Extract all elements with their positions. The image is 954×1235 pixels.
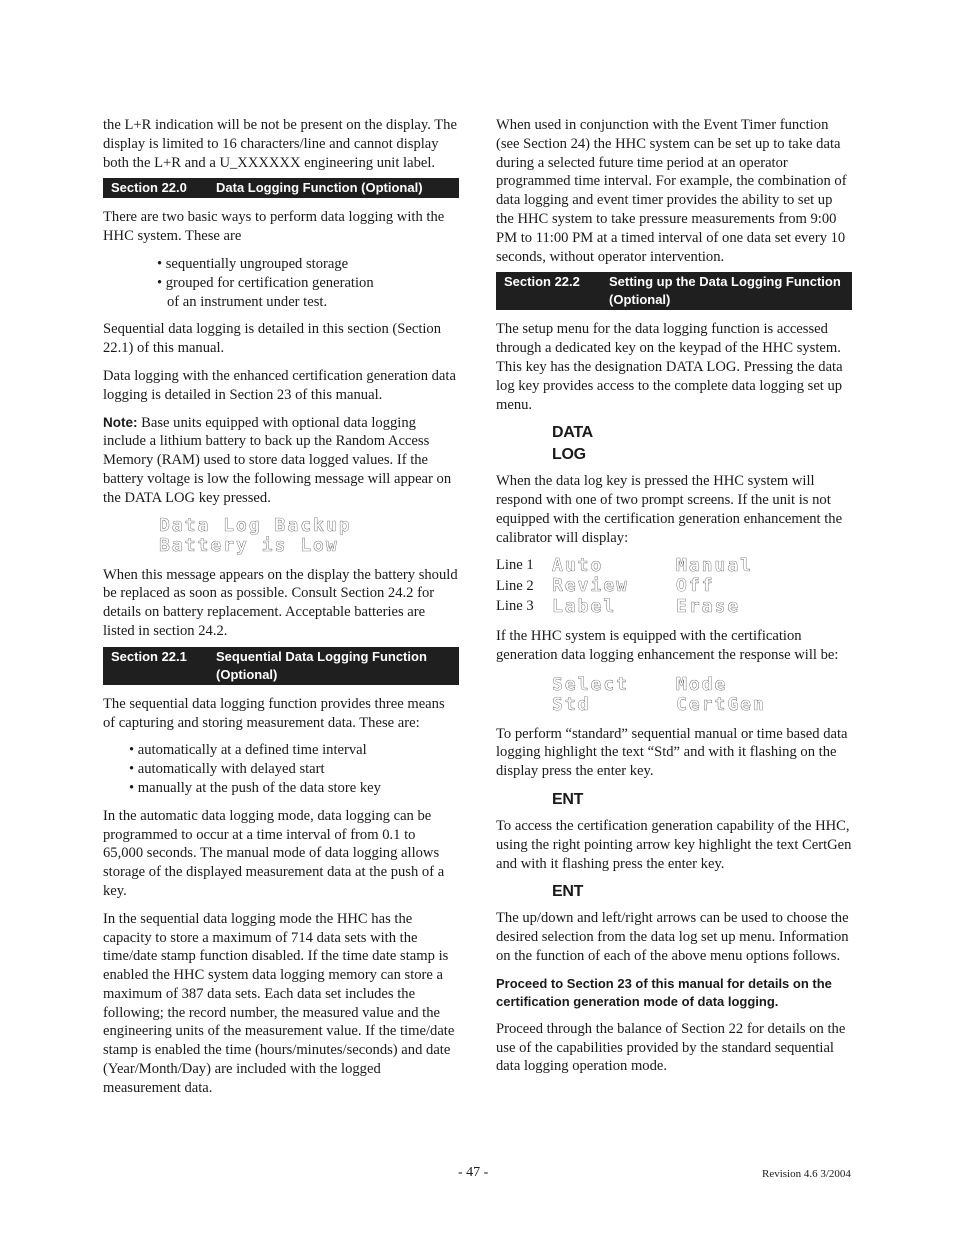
line-label: Line 3 [496, 598, 534, 615]
paragraph-three-means: The sequential data logging function provides three means of capturing and storing measurement data. These are: [103, 695, 445, 731]
lcd-option: CertGen [676, 693, 766, 715]
lcd-option: Select [552, 673, 630, 695]
key-label: LOG [552, 446, 586, 464]
paragraph-ways: There are two basic ways to perform data logging with the HHC system. These are [103, 209, 445, 245]
list-item: • sequentially ungrouped storage [157, 255, 349, 272]
section-number: Section 22.1 [111, 648, 187, 664]
list-item: • manually at the push of the data store key [129, 779, 381, 796]
key-label: DATA [552, 424, 593, 442]
paragraph-prompt: When the data log key is pressed the HHC system will respond with one of two prompt screens. If the unit is not equipped with the certification generation enhancement the calibrator will display: [496, 473, 843, 546]
ways-list [103, 255, 459, 311]
section-title: Setting up the Data Logging Function (Optional) [609, 274, 841, 308]
lcd-line: Data Log Backup [159, 514, 352, 536]
paragraph-access: To access the certification generation capability of the HHC, using the right pointing arrow key highlight the text CertGen and with it flashing press the enter key. [496, 818, 852, 872]
paragraph-intro: the L+R indication will be not be present on the display. The display is limited to 16 characters/line and cannot display both the L+R and a U_XXXXXX engineering unit label. [103, 117, 457, 171]
lcd-line: Battery is Low [159, 534, 339, 556]
paragraph-setup: The setup menu for the data logging function is accessed through a dedicated key on the keypad of the HHC system. This key has the designation DATA LOG. Pressing the data log key provides access to the complete data logging set up menu. [496, 321, 843, 413]
enter-key: ENT [552, 883, 584, 901]
paragraph-event-timer: When used in conjunction with the Event Timer function (see Section 24) the HHC system can be set up to take data during a selected future time period at an operator programmed time interval. For example, the combination of data logging and event timer provides the ability to set up the HHC system to take pressure measurements from 9:00 PM to 11:00 PM at a timed interval of one data set every 10 seconds, without operator intervention. [496, 117, 847, 265]
paragraph-certification: If the HHC system is equipped with the certification generation data logging enhancement the response will be: [496, 628, 839, 663]
section-title: Data Logging Function (Optional) [216, 180, 423, 196]
section-number: Section 22.2 [504, 274, 580, 290]
note-paragraph [103, 414, 459, 508]
paragraph-maximum: In the sequential data logging mode the HHC has the capacity to store a maximum of 714 data sets with the time/date stamp function disabled. If the time date stamp is enabled the HHC system data logging memory can store a maximum of 387 data sets. Each data set includes the following; the record number, the measured value and the engineering units of the measurement value. If the time/date stamp is enabled the time (hours/minutes/seconds) and date (Year/Month/Day) are included with the logged measurement data. [103, 910, 455, 1096]
line-row [496, 556, 852, 577]
prompt-screen-lines [496, 556, 852, 618]
paragraph-battery: When this message appears on the display the battery should be replaced as soon as possible. Consult Section 24.2 for details on battery replacement. Acceptable batteries are listed in section 24.2. [103, 566, 458, 639]
list-item: • automatically at a defined time interval [129, 742, 367, 759]
list-item: of an instrument under test. [167, 293, 328, 310]
section-header-22-2 [496, 272, 852, 310]
right-column [496, 116, 852, 1076]
list-item: • automatically with delayed start [129, 761, 325, 778]
list-item: • grouped for certification generation [157, 274, 374, 291]
lcd-option: Off [676, 575, 715, 597]
paragraph-standard: To perform “standard” sequential manual or time based data logging highlight the text “Std” and with it flashing on the display press the enter key. [496, 725, 848, 780]
paragraph-proceed-bold: Proceed to Section 23 of this manual for details on the certification generation mode of data logging. [496, 975, 832, 1009]
page-number: - 47 - [458, 1165, 489, 1180]
paragraph-enhanced: Data logging with the enhanced certification generation data logging is detailed in Section 23 of this manual. [103, 367, 456, 403]
paragraph-automatic: In the automatic data logging mode, data logging can be programmed to occur at a time interval of from 0.1 to 65,000 seconds. The manual mode of data logging allows storage of the displayed measurement data at the push of a key. [103, 807, 445, 899]
lcd-option: Std [552, 693, 591, 715]
lcd-option: Auto [552, 554, 604, 576]
lcd-battery-message [159, 516, 459, 556]
lcd-option: Label [552, 595, 617, 617]
note-label: Note: [103, 414, 138, 430]
section-header-22-0 [103, 178, 459, 198]
data-log-key [552, 422, 852, 466]
section-title: Sequential Data Logging Function (Optional) [216, 648, 427, 682]
lcd-option: Review [552, 575, 630, 597]
line-row [496, 597, 852, 618]
lcd-option: Erase [676, 595, 741, 617]
section-header-22-1 [103, 647, 459, 685]
paragraph-arrows: The up/down and left/right arrows can be used to choose the desired selection from the data log set up menu. Information on the function of each of the above menu options follows. [496, 910, 849, 965]
enter-key: ENT [552, 791, 584, 809]
line-label: Line 2 [496, 577, 534, 594]
lcd-option: Manual [676, 554, 754, 576]
lcd-option: Mode [676, 673, 728, 695]
line-label: Line 1 [496, 557, 534, 574]
section-number: Section 22.0 [111, 180, 187, 196]
line-row [496, 576, 852, 597]
note-text: Base units equipped with optional data logging include a lithium battery to back up the Random Access Memory (RAM) used to store data logged values. If the battery voltage is low the following message will appear on the DATA LOG key pressed. [103, 414, 452, 506]
means-list [103, 741, 459, 797]
paragraph-sequential: Sequential data logging is detailed in this section (Section 22.1) of this manual. [103, 321, 442, 357]
paragraph-balance: Proceed through the balance of Section 22 for details on the use of the capabilities provided by the standard sequential data logging operation mode. [496, 1020, 846, 1075]
revision-label: Revision 4.6 3/2004 [762, 1168, 851, 1180]
lcd-select-mode [552, 675, 852, 715]
left-column [103, 116, 459, 1098]
